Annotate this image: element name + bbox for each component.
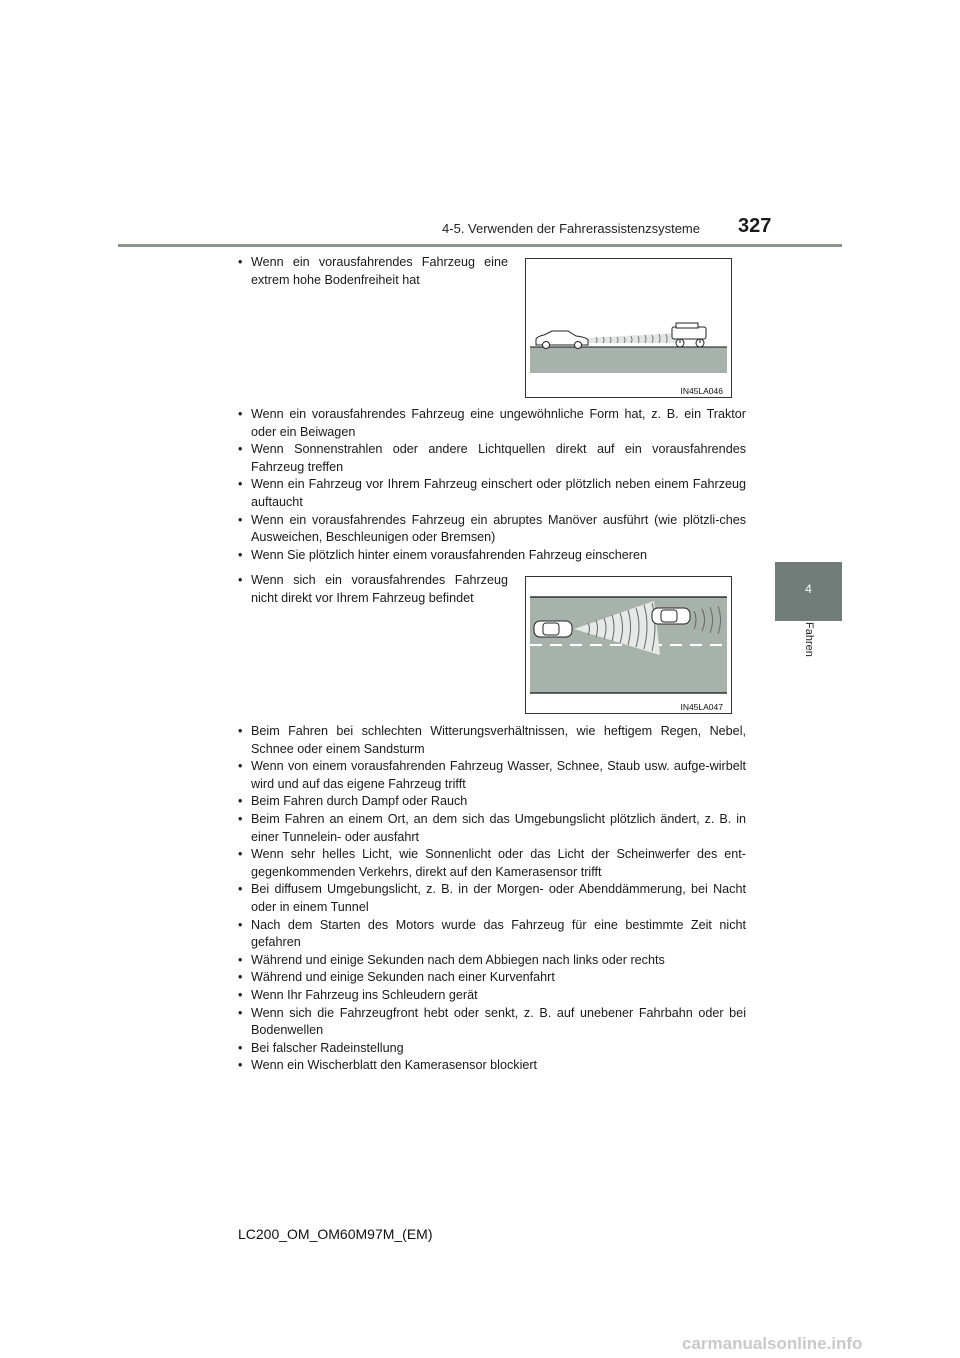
bullet-list [238,723,746,1075]
figure-ground-clearance-illustration [526,259,731,397]
bullet-block-4 [238,723,746,1075]
lead-car-icon [652,608,690,624]
bullet-list [238,572,508,607]
list-item: • Wenn ein Wischerblatt den Kamerasensor blockiert [238,1057,746,1075]
list-item: • Bei falscher Radeinstellung [238,1040,746,1058]
list-item: • Beim Fahren an einem Ort, an dem sich das Umgebungslicht plötzlich ändert, z. B. in einer Tunnelein- oder ausfahrt [238,811,746,846]
list-item: • Beim Fahren bei schlechten Witterungsverhältnissen, wie heftigem Regen, Nebel, Schnee oder einem Sandsturm [238,723,746,758]
list-item: • Während und einige Sekunden nach dem Abbiegen nach links oder rechts [238,952,746,970]
own-car-icon [534,621,572,637]
high-vehicle-icon [672,323,706,347]
figure-offset-vehicle [525,576,732,714]
bullet-block-2 [238,406,746,564]
list-item: • Wenn ein vorausfahrendes Fahrzeug eine ungewöhnliche Form hat, z. B. ein Traktor oder ein Beiwagen [238,406,746,441]
watermark[interactable]: carmanualsonline.info [682,1334,863,1353]
figure-code: IN45LA046 [680,386,723,396]
header-rule [118,244,842,247]
list-item: • Wenn ein vorausfahrendes Fahrzeug eine extrem hohe Bodenfreiheit hat [238,254,508,289]
list-item: • Wenn sehr helles Licht, wie Sonnenlicht oder das Licht der Scheinwerfer des ent-gegenkommenden Verkehrs, direkt auf den Kamerasensor trifft [238,846,746,881]
list-item: • Nach dem Starten des Motors wurde das Fahrzeug für eine bestimmte Zeit nicht gefahren [238,917,746,952]
bullet-block-3 [238,572,508,607]
page-number: 327 [738,215,772,237]
chapter-number: 4 [805,582,812,596]
list-item: • Wenn ein Fahrzeug vor Ihrem Fahrzeug einschert oder plötzlich neben einem Fahrzeug auftaucht [238,476,746,511]
own-car-icon [536,331,588,349]
list-item: • Wenn ein vorausfahrendes Fahrzeug ein abruptes Manöver ausführt (wie plötzli-ches Ausweichen, Beschleunigen oder Bremsen) [238,512,746,547]
list-item: • Beim Fahren durch Dampf oder Rauch [238,793,746,811]
list-item: • Wenn Sonnenstrahlen oder andere Lichtquellen direkt auf ein vorausfahrendes Fahrzeug treffen [238,441,746,476]
footer-doc-code: LC200_OM_OM60M97M_(EM) [238,1226,433,1242]
bullet-list [238,254,508,289]
figure-ground-clearance [525,258,732,398]
list-item: • Wenn sich ein vorausfahrendes Fahrzeug nicht direkt vor Ihrem Fahrzeug befindet [238,572,508,607]
figure-offset-vehicle-illustration [526,577,731,713]
list-item: • Während und einige Sekunden nach einer Kurvenfahrt [238,969,746,987]
chapter-label: Fahren [803,622,815,657]
bullet-block-1 [238,254,508,289]
list-item: • Wenn Ihr Fahrzeug ins Schleudern gerät [238,987,746,1005]
bullet-list [238,406,746,564]
figure-code: IN45LA047 [680,702,723,712]
section-title: 4-5. Verwenden der Fahrerassistenzsysteme [442,221,700,236]
list-item: • Wenn von einem vorausfahrenden Fahrzeug Wasser, Schnee, Staub usw. aufge-wirbelt wird und auf das eigene Fahrzeug trifft [238,758,746,793]
list-item: • Bei diffusem Umgebungslicht, z. B. in der Morgen- oder Abenddämmerung, bei Nacht oder in einem Tunnel [238,881,746,916]
list-item: • Wenn Sie plötzlich hinter einem vorausfahrenden Fahrzeug einscheren [238,547,746,565]
chapter-tab [775,562,842,621]
list-item: • Wenn sich die Fahrzeugfront hebt oder senkt, z. B. auf unebener Fahrbahn oder bei Bodenwellen [238,1005,746,1040]
